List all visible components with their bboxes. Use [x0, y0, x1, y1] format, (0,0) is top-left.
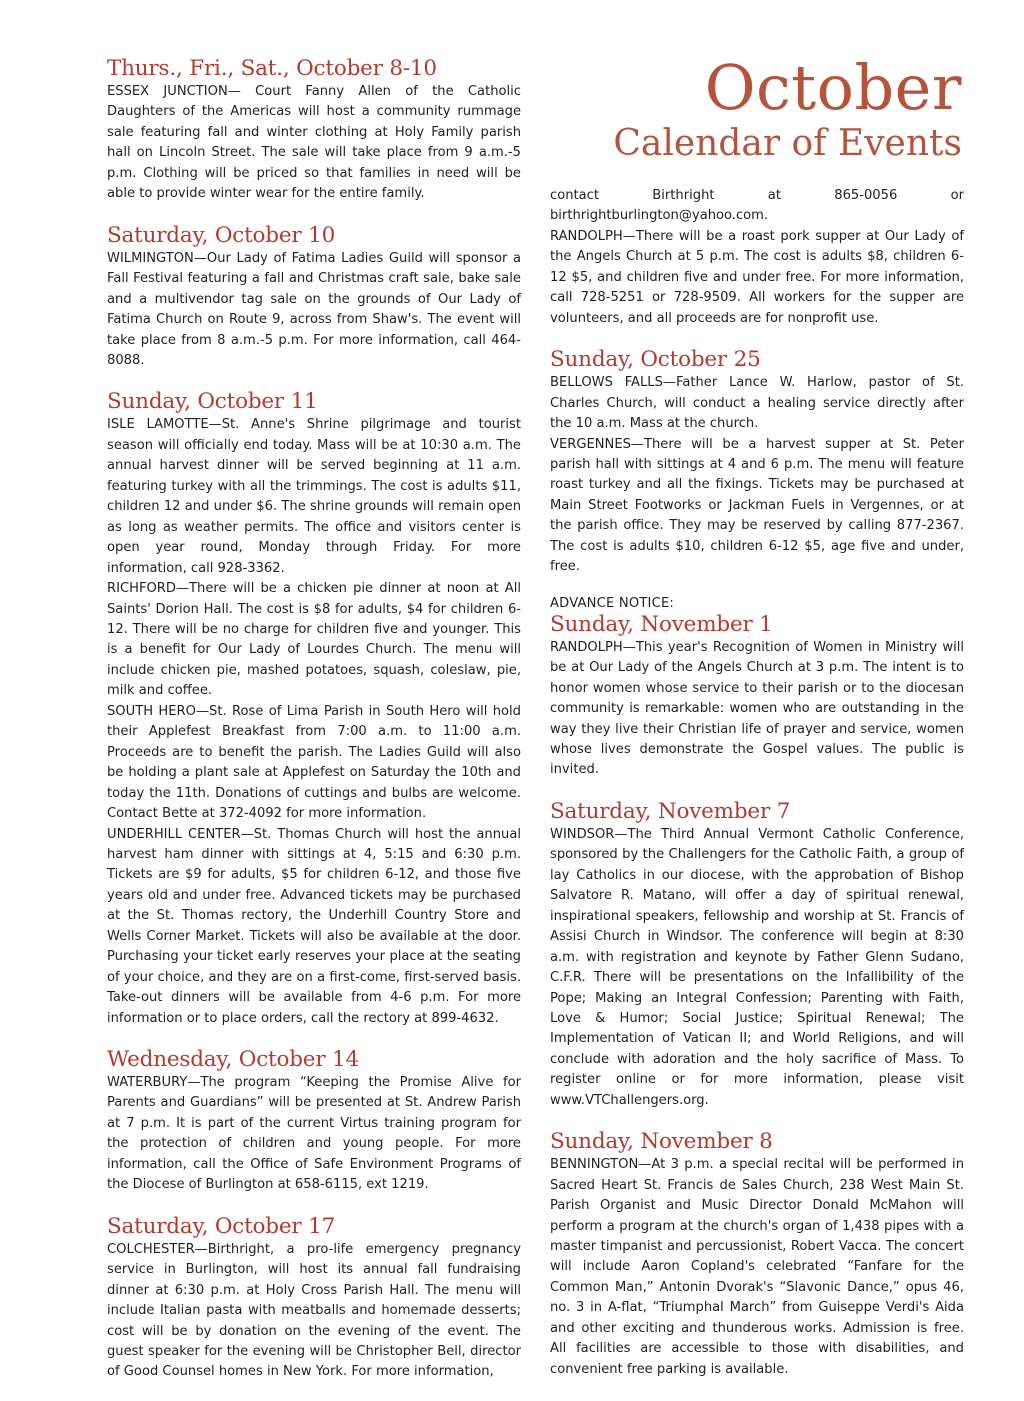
event-entry-continuation: contact Birthright at 865-0056 or birthrightburlington@yahoo.com. — [550, 188, 964, 224]
event-entry: BELLOWS FALLS—Father Lance W. Harlow, pastor of St. Charles Church, will conduct a healing service directly after the 10 a.m. Mass at the church. — [550, 375, 964, 432]
event-date-heading: Sunday, October 11 — [107, 389, 318, 415]
event-section — [550, 799, 964, 1111]
page-title: October — [704, 51, 962, 124]
event-entry: SOUTH HERO—St. Rose of Lima Parish in South Hero will hold their Applefest Breakfast from 7:00 a.m. to 11:00 a.m. Proceeds are to benefit the parish. The Ladies Guild will also be holding a plant sale at Applefest on Saturday the 10th and today the 11th. Donations of cuttings and bulbs are welcome. Contact Bette at 372-4092 for more information. — [107, 703, 521, 822]
event-section — [107, 1214, 521, 1383]
event-date-heading: Saturday, October 17 — [107, 1213, 336, 1239]
event-date-heading: Saturday, October 10 — [107, 222, 336, 248]
event-entry: RANDOLPH—This year's Recognition of Women in Ministry will be at Our Lady of the Angels Church at 3 p.m. The intent is to honor women whose service to their parish or to the diocesan community is remarkable: women who are outstanding in the way they live their Christian life of prayer and service, women whose lives demonstrate the Gospel values. The public is invited. — [550, 639, 964, 778]
right-column — [550, 186, 964, 1398]
event-entry: UNDERHILL CENTER—St. Thomas Church will host the annual harvest ham dinner with sittings at 4, 5:15 and 6:30 p.m. Tickets are $9 for adults, $5 for children 6-12, and those five years old and under free. Advanced tickets may be purchased at the St. Thomas rectory, the Underhill Country Store and Wells Corner Market. Tickets will also be available at the door. Purchasing your ticket early reserves your place at the seating of your choice, and they are on a first-come, first-served basis. Take-out dinners will be available from 4-6 p.m. For more information or to place orders, call the rectory at 899-4632. — [107, 826, 521, 1026]
event-entry: ISLE LAMOTTE—St. Anne's Shrine pilgrimage and tourist season will officially end today. Mass will be at 10:30 a.m. The annual harvest dinner will be served beginning at 11 a.m. featuring turkey with all the trimmings. The cost is adults $11, children 12 and under $6. The shrine grounds will remain open as long as weather permits. The office and visitors center is open year round, Monday through Friday. For more information, call 928-3362. — [107, 417, 521, 576]
continued-entry — [550, 186, 964, 329]
event-date-heading: Sunday, November 8 — [550, 1129, 773, 1155]
event-entry: WATERBURY—The program “Keeping the Promise Alive for Parents and Guardians” will be presented at St. Andrew Parish at 7 p.m. It is part of the current Virtus training program for the protection of children and young people. For more information, call the Office of Safe Environment Programs of the Diocese of Burlington at 658-6115, ext 1219. — [107, 1075, 521, 1193]
event-entry: RICHFORD—There will be a chicken pie dinner at noon at All Saints' Dorion Hall. The cost is $8 for adults, $4 for children 6-12. There will be no charge for children five and younger. This is a benefit for Our Lady of Lourdes Church. The menu will include chicken pie, mashed potatoes, squash, coleslaw, pie, milk and coffee. — [107, 581, 521, 699]
event-section — [107, 1047, 521, 1196]
advance-notice-label: ADVANCE NOTICE: — [550, 595, 675, 611]
event-date-heading: Wednesday, October 14 — [107, 1047, 359, 1073]
event-entry: ESSEX JUNCTION— Court Fanny Allen of the Catholic Daughters of the Americas will host a community rummage sale featuring fall and winter clothing at Holy Family parish hall on Lincoln Street. The sale will take place from 9 a.m.-5 p.m. Clothing will be priced so that families in need will be able to provide winter wear for the entire family. — [107, 84, 521, 202]
page-subtitle: Calendar of Events — [613, 123, 962, 164]
event-entry: WILMINGTON—Our Lady of Fatima Ladies Guild will sponsor a Fall Festival featuring a fall and Christmas craft sale, bake sale and a multivendor tag sale on the grounds of Our Lady of Fatima Church on Route 9, across from Shaw's. The event will take place from 8 a.m.-5 p.m. For more information, call 464-8088. — [107, 250, 521, 368]
event-section — [550, 596, 964, 781]
page-title-block — [613, 52, 962, 166]
event-date-heading: Sunday, November 1 — [550, 611, 773, 637]
event-section — [550, 347, 964, 578]
left-column — [107, 56, 521, 1401]
event-entry: RANDOLPH—There will be a roast pork supper at Our Lady of the Angels Church at 5 p.m. The cost is adults $8, children 6-12 $5, and children five and under free. For more information, call 728-5251 or 728-9509. All workers for the supper are volunteers, and all proceeds are for nonprofit use. — [550, 228, 964, 326]
event-section — [107, 223, 521, 372]
event-entry: WINDSOR—The Third Annual Vermont Catholic Conference, sponsored by the Challengers for the Catholic Faith, a group of lay Catholics in our diocese, with the approbation of Bishop Salvatore R. Matano, will offer a day of spiritual renewal, inspirational speakers, fellowship and worship at St. Francis of Assisi Church in Windsor. The conference will begin at 8:30 a.m. with registration and keynote by Father Glenn Sudano, C.F.R. There will be presentations on the Infallibility of the Pope; Making an Integral Confession; Parenting with Faith, Love & Humor; Social Justice; Spiritual Renewal; The Implementation of Vatican II; and World Religions, and will conclude with adoration and the holy sacrifice of Mass. To register online or for more information, please visit www.VTChallengers.org. — [550, 826, 964, 1108]
event-section — [107, 56, 521, 205]
event-date-heading: Sunday, October 25 — [550, 347, 761, 373]
event-date-heading: Saturday, November 7 — [550, 798, 791, 824]
event-entry: COLCHESTER—Birthright, a pro-life emergency pregnancy service in Burlington, will host its annual fall fundraising dinner at 6:30 p.m. at Holy Cross Parish Hall. The menu will include Italian pasta with meatballs and homemade desserts; cost will be by donation on the evening of the event. The guest speaker for the evening will be Christopher Bell, director of Good Counsel homes in New York. For more information, — [107, 1241, 521, 1380]
event-section — [107, 389, 521, 1029]
event-entry: VERGENNES—There will be a harvest supper at St. Peter parish hall with sittings at 4 and 6 p.m. The menu will feature roast turkey and all the fixings. Tickets may be purchased at Main Street Footworks or Jackman Fuels in Vergennes, or at the parish office. They may be reserved by calling 877-2367. The cost is adults $10, children 6-12 $5, age five and under, free. — [550, 436, 964, 575]
event-date-heading: Thurs., Fri., Sat., October 8-10 — [107, 56, 437, 81]
event-section — [550, 1129, 964, 1380]
event-entry: BENNINGTON—At 3 p.m. a special recital will be performed in Sacred Heart St. Francis de Sales Church, 238 West Main St. Parish Organist and Music Director Donald McMahon will perform a program at the church's organ of 1,438 pipes with a master timpanist and percussionist, Robert Vacca. The concert will include Aaron Copland's celebrated “Fanfare for the Common Man,” Antonin Dvorak's “Slavonic Dance,” opus 46, no. 3 in A-flat, “Triumphal March” from Guiseppe Verdi's Aida and other exciting and thunderous works. Admission is free. All facilities are accessible to those with disabilities, and convenient free parking is available. — [550, 1157, 964, 1377]
